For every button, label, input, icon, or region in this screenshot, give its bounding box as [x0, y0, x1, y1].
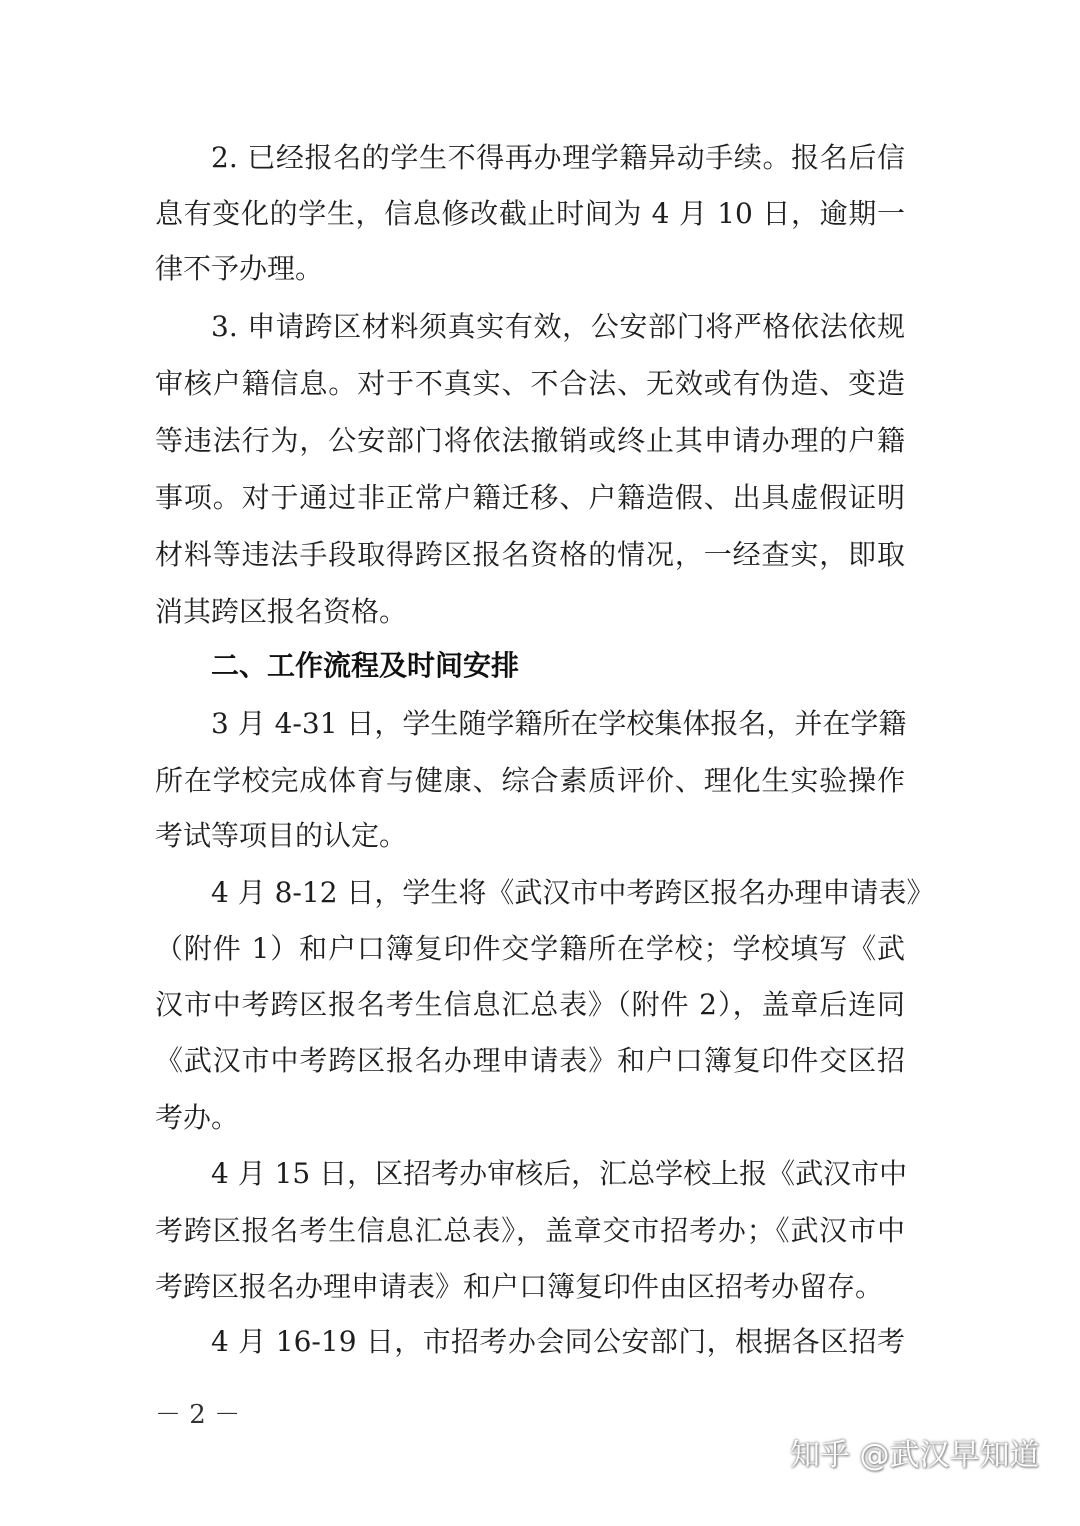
text-line: 2. 已经报名的学生不得再办理学籍异动手续。报名后信: [211, 141, 905, 174]
text-line: 考试等项目的认定。: [155, 819, 408, 852]
text-line: 事项。对于通过非正常户籍迁移、户籍造假、出具虚假证明: [155, 481, 905, 514]
text-line: 消其跨区报名资格。: [155, 595, 408, 628]
text-line: 考跨区报名办理申请表》和户口簿复印件由区招考办留存。: [155, 1270, 884, 1303]
text-line: 汉市中考跨区报名考生信息汇总表》（附件 2），盖章后连同: [155, 988, 905, 1021]
section-heading: 二、工作流程及时间安排: [211, 649, 520, 682]
text-line: 《武汉市中考跨区报名办理申请表》和户口簿复印件交区招: [155, 1044, 905, 1077]
text-line: （附件 1）和户口簿复印件交学籍所在学校；学校填写《武: [155, 932, 905, 965]
text-line: 考办。: [155, 1101, 240, 1134]
text-line: 考跨区报名考生信息汇总表》，盖章交市招考办；《武汉市中: [155, 1214, 905, 1247]
text-line: 4 月 16-19 日，市招考办会同公安部门，根据各区招考: [211, 1325, 905, 1358]
zhihu-watermark: 知乎 @武汉早知道: [790, 1438, 1040, 1473]
text-line: 所在学校完成体育与健康、综合素质评价、理化生实验操作: [155, 764, 905, 797]
text-line: 3. 申请跨区材料须真实有效，公安部门将严格依法依规: [211, 310, 905, 343]
text-line: 4 月 15 日，区招考办审核后，汇总学校上报《武汉市中: [211, 1157, 908, 1190]
text-line: 审核户籍信息。对于不真实、不合法、无效或有伪造、变造: [155, 367, 905, 400]
text-line: 等违法行为，公安部门将依法撤销或终止其申请办理的户籍: [155, 424, 905, 457]
text-line: 息有变化的学生，信息修改截止时间为 4 月 10 日，逾期一: [155, 197, 905, 230]
text-line: 材料等违法手段取得跨区报名资格的情况，一经查实，即取: [155, 538, 905, 571]
text-line: 4 月 8-12 日，学生将《武汉市中考跨区报名办理申请表》: [211, 876, 935, 909]
page-number: － 2 －: [155, 1400, 241, 1430]
text-line: 律不予办理。: [155, 252, 324, 285]
text-line: 3 月 4-31 日，学生随学籍所在学校集体报名，并在学籍: [211, 707, 907, 740]
